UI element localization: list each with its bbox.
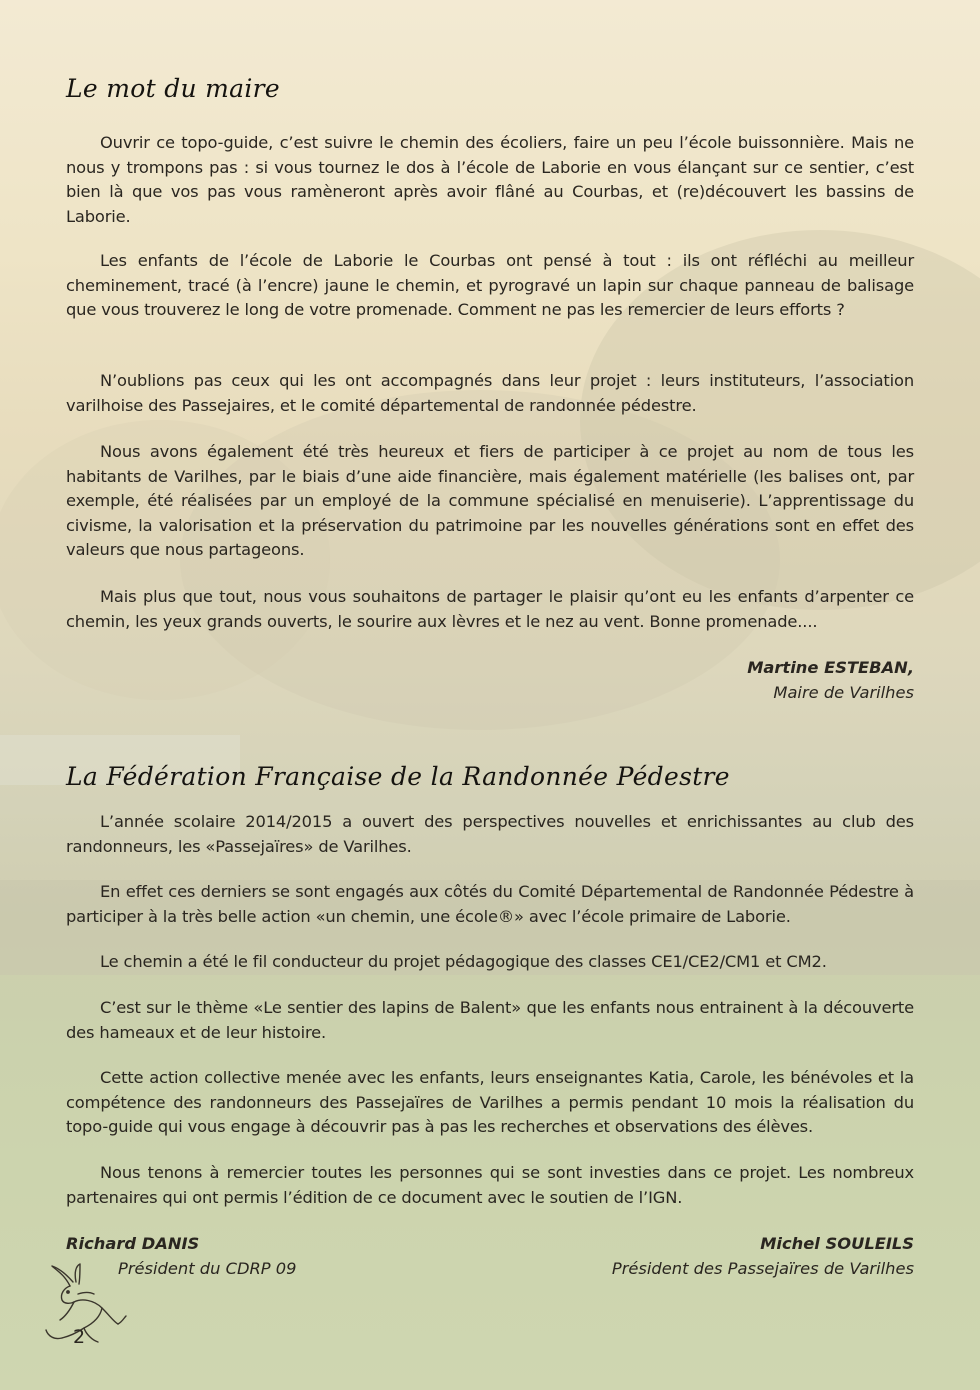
signature-name: Richard DANIS xyxy=(66,1234,200,1253)
signature-name: Martine ESTEBAN, xyxy=(747,658,914,677)
page-number: 2 xyxy=(73,1326,86,1348)
signature-mayor xyxy=(747,656,914,705)
paragraph: N’oublions pas ceux qui les ont accompagnés dans leur projet : leurs instituteurs, l’association varilhoise des Passejaires, et le comité départemental de randonnée pédestre. xyxy=(66,371,914,415)
paragraph: Le chemin a été le fil conducteur du projet pédagogique des classes CE1/CE2/CM1 et CM2. xyxy=(100,952,827,971)
paragraph: Les enfants de l’école de Laborie le Courbas ont pensé à tout : ils ont réfléchi au meilleur cheminement, tracé (à l’encre) jaune le chemin, et pyrogravé un lapin sur chaque panneau de balisage que vous trouverez le long de votre promenade. Comment ne pas les remercier de leurs efforts ? xyxy=(66,251,914,319)
section-heading-mayor: Le mot du maire xyxy=(66,74,280,103)
paragraph: Nous tenons à remercier toutes les personnes qui se sont investies dans ce projet. Les nombreux partenaires qui ont permis l’édition de ce document avec le soutien de l’IGN. xyxy=(66,1163,914,1207)
signature-title: Maire de Varilhes xyxy=(773,682,914,702)
paragraph: Mais plus que tout, nous vous souhaitons de partager le plaisir qu’ont eu les enfants d’arpenter ce chemin, les yeux grands ouverts, le sourire aux lèvres et le nez au vent. Bonne promenade.... xyxy=(66,587,914,631)
paragraph: Nous avons également été très heureux et fiers de participer à ce projet au nom de tous les habitants de Varilhes, par le biais d’une aide financière, mais également matérielle (les balises ont, par exemple, été réalisées par un employé de la commune spécialisé en menuiserie). L’apprentissage du civisme, la valorisation et la préservation du patrimoine par les nouvelles générations sont en effet des valeurs que nous partageons. xyxy=(66,442,914,559)
paragraph: C’est sur le thème «Le sentier des lapins de Balent» que les enfants nous entrainent à la découverte des hameaux et de leur histoire. xyxy=(66,998,914,1042)
signature-title: Président des Passejaïres de Varilhes xyxy=(611,1258,914,1278)
signature-title: Président du CDRP 09 xyxy=(118,1258,297,1278)
signature-passejaires xyxy=(612,1232,914,1281)
paragraph: En effet ces derniers se sont engagés aux côtés du Comité Départemental de Randonnée Pédestre à participer à la très belle action «un chemin, une école®» avec l’école primaire de Laborie. xyxy=(66,882,914,926)
section-heading-federation: La Fédération Française de la Randonnée Pédestre xyxy=(66,762,730,791)
paragraph: L’année scolaire 2014/2015 a ouvert des perspectives nouvelles et enrichissantes au club des randonneurs, les «Passejaïres» de Varilhes. xyxy=(66,812,914,856)
paragraph: Ouvrir ce topo-guide, c’est suivre le chemin des écoliers, faire un peu l’école buissonnière. Mais ne nous y trompons pas : si vous tournez le dos à l’école de Laborie en vous élançant sur ce sentier, c’est bien là que vos pas vous ramèneront après avoir flâné au Courbas, et (re)découvert les bassins de Laborie. xyxy=(66,133,914,226)
signature-name: Michel SOULEILS xyxy=(760,1234,914,1253)
paragraph: Cette action collective menée avec les enfants, leurs enseignantes Katia, Carole, les bénévoles et la compétence des randonneurs des Passejaïres de Varilhes a permis pendant 10 mois la réalisation du topo-guide qui vous engage à découvrir pas à pas les recherches et observations des élèves. xyxy=(66,1068,914,1136)
